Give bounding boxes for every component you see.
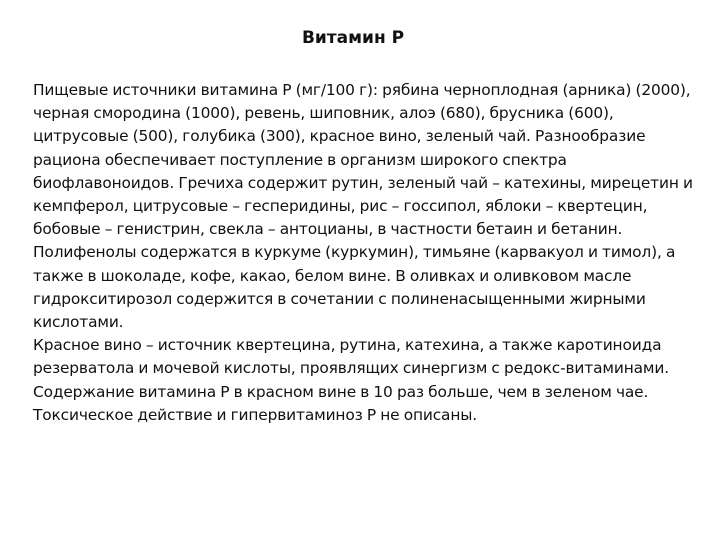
paragraph-toxicity: Токсическое действие и гипервитаминоз Р не описаны. xyxy=(33,405,477,424)
slide-title: Витамин Р xyxy=(301,28,405,48)
paragraph-food-sources: Пищевые источники витамина Р (мг/100 г): рябина черноплодная (арника) (2000), черная смородина (1000), ревень, шиповник, алоэ (680), брусника (600), цитрусовые (500), голубика (300), красное вино, зеленый чай. Разнообразие рациона обеспечивает поступление в организм широкого спектра биофлавоноидов. Гречиха содержит рутин, зеленый чай – катехины, мирецетин и кемпферол, цитрусовые – гесперидины, рис – госсипол, яблоки – квертецин, бобовые – генистрин, свекла – антоцианы, в частности бетаин и бетанин. Полифенолы содержатся в куркуме (куркумин), тимьяне (карвакуол и тимол), а также в шоколаде, кофе, какао, белом вине. В оливках и оливковом масле гидрокситирозол содержится в сочетании с полиненасыщенными жирными кислотами. xyxy=(33,81,693,332)
slide-body xyxy=(33,79,699,427)
paragraph-red-wine: Красное вино – источник квертецина, рутина, катехина, а также каротиноида резерватола и мочевой кислоты, проявлящих синергизм с редокс-витаминами. Содержание витамина Р в красном вине в 10 раз больше, чем в зеленом чае. xyxy=(33,336,669,401)
